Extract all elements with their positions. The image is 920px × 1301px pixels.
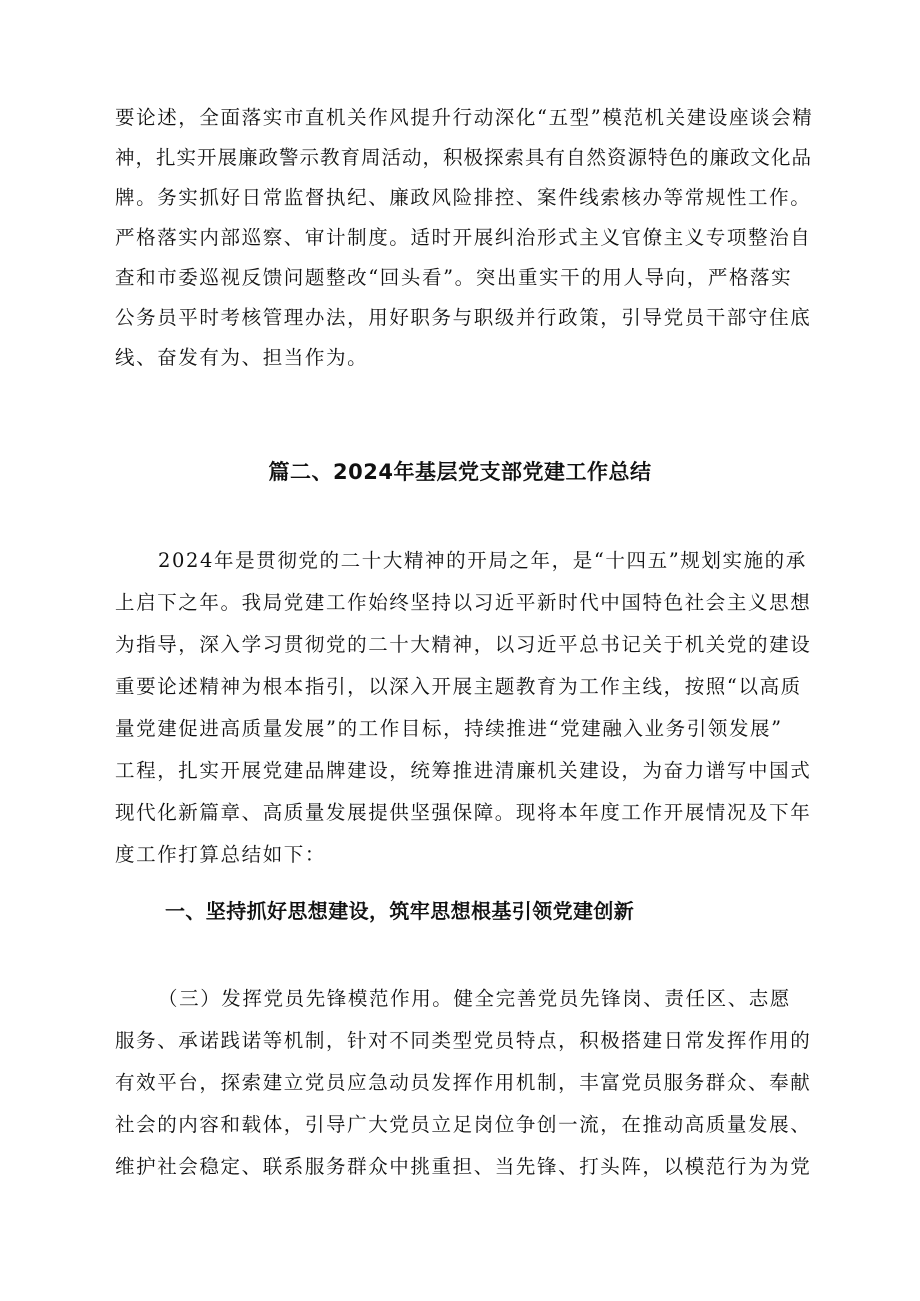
- paragraph-line: 为指导，深入学习贯彻党的二十大精神，以习近平总书记关于机关党的建设: [115, 633, 812, 656]
- section-title: 篇二、2024年基层党支部党建工作总结: [268, 460, 652, 484]
- paragraph-line: （三）发挥党员先锋模范作用。健全完善党员先锋岗、责任区、志愿: [158, 987, 792, 1010]
- paragraph-line: 服务、承诺践诺等机制，针对不同类型党员特点，积极搭建日常发挥作用的: [115, 1029, 812, 1052]
- paragraph-line: 工程，扎实开展党建品牌建设，统筹推进清廉机关建设，为奋力谱写中国式: [115, 759, 812, 782]
- paragraph-line: 重要论述精神为根本指引，以深入开展主题教育为工作主线，按照“以高质: [115, 675, 802, 698]
- paragraph-line: 严格落实内部巡察、审计制度。适时开展纠治形式主义官僚主义专项整治自: [115, 226, 812, 249]
- paragraph-line: 牌。务实抓好日常监督执纪、廉政风险排控、案件线索核办等常规性工作。: [115, 186, 812, 209]
- paragraph-line: 现代化新篇章、高质量发展提供坚强保障。现将本年度工作开展情况及下年: [115, 801, 812, 824]
- paragraph-line: 上启下之年。我局党建工作始终坚持以习近平新时代中国特色社会主义思想: [115, 591, 812, 614]
- subsection-heading: 一、坚持抓好思想建设，筑牢思想根基引领党建创新: [165, 899, 635, 923]
- paragraph-line: 查和市委巡视反馈问题整改“回头看”。突出重实干的用人导向，严格落实: [115, 266, 793, 289]
- paragraph-line: 神，扎实开展廉政警示教育周活动，积极探索具有自然资源特色的廉政文化品: [115, 146, 813, 169]
- paragraph-line: 社会的内容和载体，引导广大党员立足岗位争创一流，在推动高质量发展、: [115, 1113, 812, 1136]
- paragraph-line: 公务员平时考核管理办法，用好职务与职级并行政策，引导党员干部守住底: [115, 306, 812, 329]
- paragraph-line: 要论述，全面落实市直机关作风提升行动深化“五型”模范机关建设座谈会精: [115, 106, 814, 129]
- paragraph-line: 度工作打算总结如下：: [115, 843, 327, 866]
- paragraph-line: 2024年是贯彻党的二十大精神的开局之年，是“十四五”规划实施的承: [158, 549, 807, 572]
- paragraph-line: 线、奋发有为、担当作为。: [115, 346, 369, 369]
- paragraph-line: 量党建促进高质量发展”的工作目标，持续推进“党建融入业务引领发展”: [115, 717, 783, 740]
- paragraph-line: 有效平台，探索建立党员应急动员发挥作用机制，丰富党员服务群众、奉献: [115, 1071, 812, 1094]
- paragraph-line: 维护社会稳定、联系服务群众中挑重担、当先锋、打头阵，以模范行为为党: [115, 1155, 812, 1178]
